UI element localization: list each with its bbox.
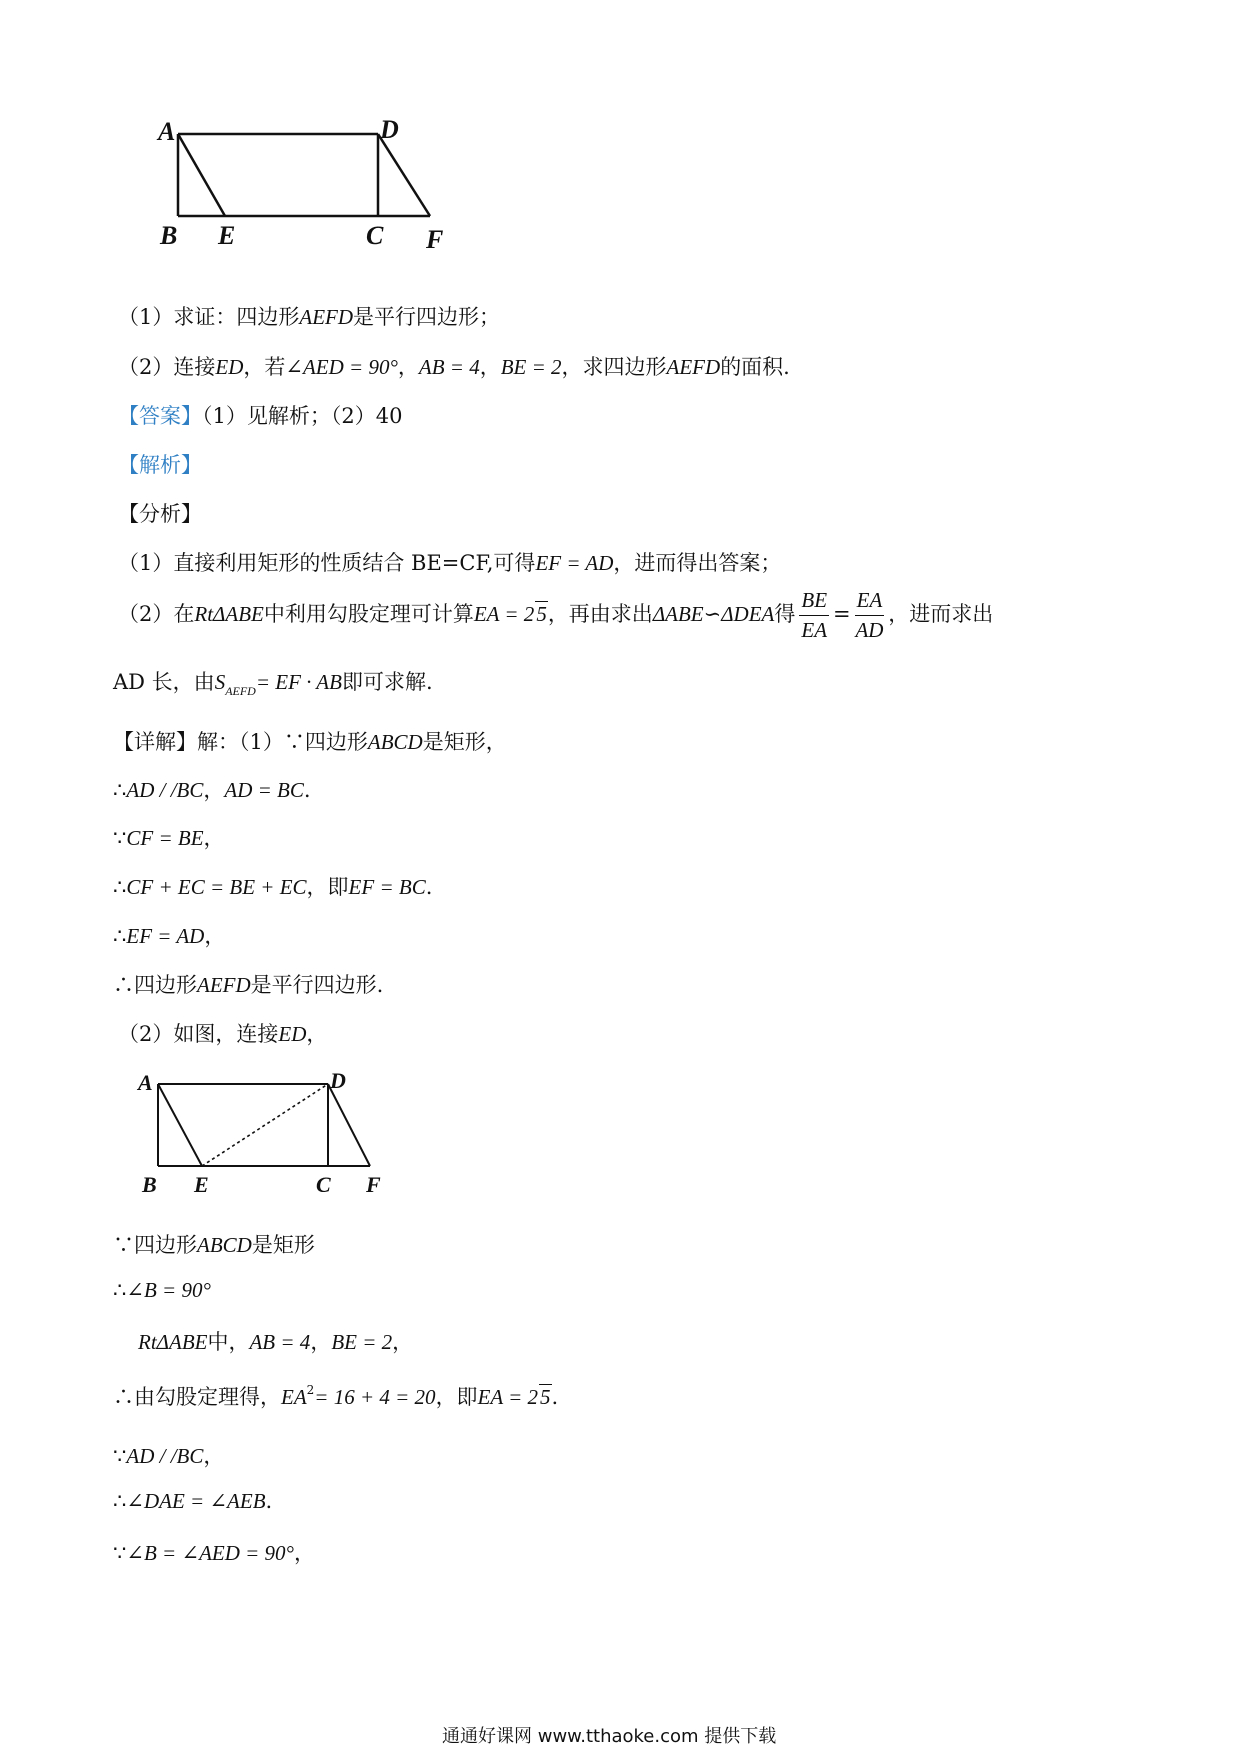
detail-line-11: ∴由勾股定理得，$EA^2= 16 + 4 = 20$，即EA = 25. <box>113 1383 559 1409</box>
fig2-label-b: B <box>142 1172 157 1197</box>
detail-line-10: RtΔABE中，AB = 4，BE = 2， <box>138 1330 414 1354</box>
fig2-label-d: D <box>330 1068 346 1093</box>
fraction-ea-over-ad: $\frac{EA}{AD}$ <box>855 588 884 642</box>
fenxi-line-3: AD 长，由$S_{AEFD}=$ EF · AB即可求解. <box>113 670 433 698</box>
fig2-label-c: C <box>316 1172 331 1197</box>
fig2-dashed-line-ed <box>202 1084 328 1166</box>
detail-line-5: ∴EF = AD， <box>113 924 226 948</box>
fraction-be-over-ea: $\frac{BE}{EA}$ <box>801 588 828 642</box>
question-part-2: （2）连接ED，若∠AED = 90°，AB = 4，BE = 2，求四边形AEFD的面积. <box>118 355 790 379</box>
fenxi-line-2: （2）在RtΔABE中利用勾股定理可计算EA = 25，再由求出ΔABE∽ΔDEA得 $\frac{BE}{EA}$ = $\frac{EA}{AD}$ ，进而求出 <box>118 588 994 642</box>
detail-line-8: ∵四边形ABCD是矩形 <box>113 1233 315 1257</box>
fig2-line-ae <box>158 1084 202 1166</box>
detail-line-14: ∵∠B = ∠AED = 90°， <box>113 1541 315 1565</box>
detail-line-4: ∴CF + EC = BE + EC，即EF = BC. <box>113 875 433 899</box>
fig1-line-df <box>378 134 430 216</box>
detail-line-1: 【详解】解：（1）∵四边形ABCD是矩形， <box>113 730 507 754</box>
fig1-label-e: E <box>218 221 236 250</box>
detail-line-9: ∴∠B = 90° <box>113 1278 211 1302</box>
fig2-label-e: E <box>194 1172 209 1197</box>
fig1-label-f: F <box>426 225 444 254</box>
fig2-label-a: A <box>138 1070 153 1095</box>
fig1-label-c: C <box>366 221 384 250</box>
detail-line-13: ∴∠DAE = ∠AEB. <box>113 1489 273 1513</box>
fig1-line-ae <box>178 134 225 216</box>
fenxi-heading: 【分析】 <box>118 502 202 526</box>
fig1-label-a: A <box>158 118 176 146</box>
detail-line-3: ∵CF = BE， <box>113 826 225 850</box>
fig2-line-df <box>328 1084 370 1166</box>
figure-1-rectangle-diagram <box>140 118 470 278</box>
fig1-label-b: B <box>160 221 178 250</box>
question-part-1: （1）求证：四边形AEFD是平行四边形； <box>118 305 501 329</box>
detail-line-12: ∵AD / /BC， <box>113 1444 225 1468</box>
answer-tag: 【答案】 <box>118 404 202 428</box>
detail-line-7: （2）如图，连接ED， <box>118 1022 328 1046</box>
fenxi-line-1: （1）直接利用矩形的性质结合 BE=CF,可得EF = AD，进而得出答案； <box>118 551 782 575</box>
answer-line: 【答案】（1）见解析；（2）40 <box>118 404 403 428</box>
figure-2-rectangle-diagram <box>130 1068 410 1208</box>
detail-line-2: ∴AD / /BC，AD = BC. <box>113 778 311 802</box>
detail-line-6: ∴四边形AEFD是平行四边形. <box>113 973 384 997</box>
footer-text: 通通好课网 www.tthaoke.com 提供下载 <box>442 1726 777 1747</box>
fig1-label-d: D <box>380 118 399 144</box>
analysis-tag: 【解析】 <box>118 453 202 477</box>
fig2-label-f: F <box>366 1172 381 1197</box>
